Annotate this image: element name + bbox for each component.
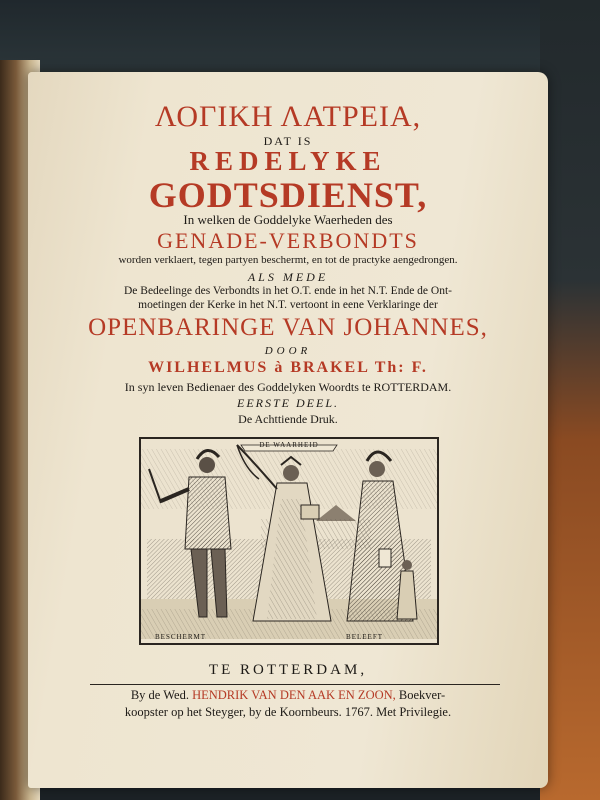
volume-label: EERSTE DEEL. [237,396,339,410]
title-page [28,72,548,788]
author-description: In syn leven Bedienaer des Goddelyken Woordts te ROTTERDAM. [124,380,452,394]
subtitle-in-welken: In welken de Goddelyke Waerheden des [183,212,393,227]
imprint-publisher-prefix: By de Wed. [130,688,193,702]
engraving-illustration [141,439,437,643]
als-mede: ALS MEDE [247,270,329,284]
author-name: WILHELMUS à BRAKEL Th: F. [148,359,428,376]
imprint-place: TE ROTTERDAM, [208,662,368,678]
engraving-caption-top: DE WAARHEID [259,441,319,449]
imprint-rule [90,684,500,685]
edition-label: De Achttiende Druk. [238,412,338,426]
imprint-line-2: koopster op het Steyger, by de Koornbeurs. 1767. Met Privilegie. [124,705,452,719]
subtitle-verklaert: worden verklaert, tegen partyen beschermt, en tot de practyke aengedrongen. [118,254,458,266]
title-genade-verbondts: GENADE-VERBONDTS [157,228,419,253]
dat-is: DAT IS [263,134,313,148]
greek-title: ΛΟΓΙΚΗ ΛΑΤΡΕΙΑ, [154,100,422,133]
frontispiece-engraving [139,437,439,645]
door: DOOR [264,345,312,357]
title-redelyke: REDELYKE [189,146,387,176]
title-godtsdienst: GODTSDIENST, [148,175,428,215]
engraving-caption-left: BESCHERMT [155,633,207,641]
title-openbaringe: OPENBARINGE VAN JOHANNES, [88,314,488,341]
bedeelinge-line-2: moetingen der Kerke in het N.T. vertoont in eene Verklaringe der [138,299,438,311]
bedeelinge-line-1: De Bedeelinge des Verbondts in het O.T. ende in het N.T. Ende de Ont- [124,285,452,297]
imprint-publisher-name: HENDRIK VAN DEN AAK EN ZOON, [192,688,396,702]
imprint-publisher-suffix: Boekver- [395,688,446,702]
imprint-line-1 [28,688,548,703]
engraving-caption-right: BELEEFT [346,633,383,641]
wooden-table [540,0,600,800]
